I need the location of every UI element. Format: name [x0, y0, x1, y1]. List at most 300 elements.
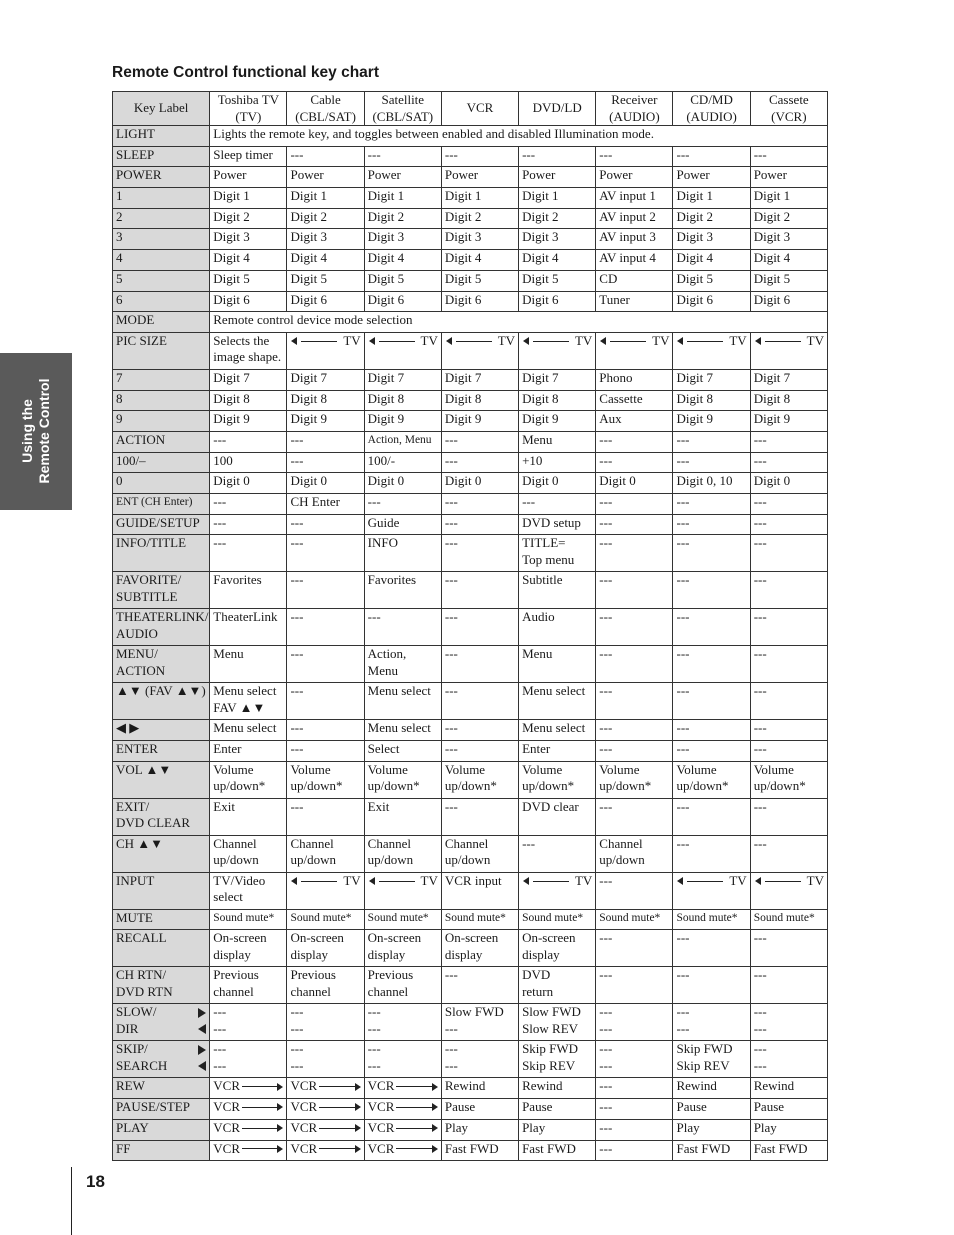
function-cell-line: ---	[599, 1057, 613, 1073]
function-cell: DVD setup	[519, 514, 596, 535]
table-row	[113, 535, 828, 572]
header-device-col	[673, 92, 750, 126]
function-cell: ---	[210, 514, 287, 535]
key-label-cell: 1	[113, 188, 210, 209]
key-label-cell: FF	[113, 1140, 210, 1161]
function-cell: ---	[596, 431, 673, 452]
function-cell	[441, 1004, 518, 1041]
function-cell: ---	[750, 514, 827, 535]
function-cell: Pause	[673, 1099, 750, 1120]
function-cell: Digit 9	[519, 411, 596, 432]
function-cell: Digit 8	[210, 390, 287, 411]
function-cell	[364, 1078, 441, 1099]
key-label-cell: MODE	[113, 312, 210, 333]
function-cell	[441, 332, 518, 369]
function-cell	[364, 872, 441, 909]
function-cell: Digit 3	[750, 229, 827, 250]
function-cell: Digit 1	[287, 188, 364, 209]
function-cell: Digit 3	[210, 229, 287, 250]
function-cell: Digit 3	[441, 229, 518, 250]
key-label-cell: CH ▲▼	[113, 835, 210, 872]
arrow-source-label: VCR	[213, 1119, 240, 1135]
function-cell: Play	[750, 1119, 827, 1140]
function-cell: Fast FWD	[519, 1140, 596, 1161]
function-cell-line: Skip REV	[522, 1057, 576, 1073]
function-cell: ---	[596, 720, 673, 741]
function-cell: ---	[441, 967, 518, 1004]
function-cell: Digit 3	[673, 229, 750, 250]
function-cell: ---	[673, 720, 750, 741]
function-cell: ---	[287, 798, 364, 835]
function-cell-line: up/down*	[444, 778, 497, 794]
function-cell-line: Menu select	[213, 683, 277, 699]
function-cell: ---	[673, 683, 750, 720]
function-cell: TheaterLink	[210, 609, 287, 646]
table-row	[113, 1140, 828, 1161]
key-label-cell: 6	[113, 291, 210, 312]
page-number: 18	[86, 1172, 105, 1191]
function-cell-line: ---	[444, 1041, 458, 1057]
tv-arrow	[522, 873, 592, 890]
function-cell: ---	[673, 835, 750, 872]
function-cell: ---	[750, 741, 827, 762]
arrow-source-label: VCR	[213, 1078, 240, 1094]
function-cell-line: TV/Video	[213, 872, 266, 888]
right-arrow-icon	[355, 1103, 361, 1111]
key-label-cell	[113, 798, 210, 835]
function-cell	[364, 1041, 441, 1078]
arrow-line	[319, 1148, 354, 1149]
margin-rule	[71, 1167, 72, 1235]
arrow-line	[456, 341, 492, 342]
function-cell: Digit 6	[210, 291, 287, 312]
function-cell	[441, 835, 518, 872]
function-cell-line: display	[522, 946, 560, 962]
function-cell	[519, 761, 596, 798]
function-cell: Digit 7	[750, 369, 827, 390]
function-cell: Rewind	[519, 1078, 596, 1099]
function-cell: ---	[441, 146, 518, 167]
function-cell: Digit 2	[673, 208, 750, 229]
function-cell: +10	[519, 452, 596, 473]
function-cell: Digit 7	[287, 369, 364, 390]
function-cell: AV input 4	[596, 250, 673, 271]
function-cell-line: ---	[290, 1004, 304, 1020]
function-cell: ---	[441, 514, 518, 535]
left-arrow-icon	[369, 337, 375, 345]
function-cell: ---	[364, 494, 441, 515]
function-cell-line: Channel	[444, 835, 489, 851]
arrow-line	[396, 1148, 431, 1149]
function-cell-line: ---	[367, 1020, 381, 1036]
function-cell: Menu select	[210, 720, 287, 741]
function-cell: Digit 1	[364, 188, 441, 209]
function-cell: Digit 6	[441, 291, 518, 312]
table-row	[113, 514, 828, 535]
key-label-cell	[113, 572, 210, 609]
function-cell: Digit 5	[287, 270, 364, 291]
function-cell: ---	[673, 741, 750, 762]
function-cell-line: Slow FWD	[444, 1004, 504, 1020]
arrow-source-label: VCR	[367, 1078, 395, 1094]
header-device-mode: (VCR)	[771, 108, 807, 124]
function-cell: Digit 4	[750, 250, 827, 271]
function-cell: Power	[519, 167, 596, 188]
function-cell: AV input 2	[596, 208, 673, 229]
header-device-name: CD/MD	[690, 92, 733, 107]
header-key-label: Key Label	[113, 92, 210, 126]
right-arrow-icon	[277, 1103, 283, 1111]
table-row	[113, 250, 828, 271]
function-cell: ---	[750, 146, 827, 167]
function-cell: Digit 0	[596, 473, 673, 494]
arrow-line	[301, 881, 337, 882]
function-cell	[750, 761, 827, 798]
header-device-col	[596, 92, 673, 126]
function-cell	[287, 835, 364, 872]
function-cell: ---	[750, 452, 827, 473]
right-arrow-icon	[277, 1145, 283, 1153]
play-reverse-icon	[198, 1061, 206, 1071]
function-cell: Digit 6	[519, 291, 596, 312]
side-tab-line-2: Remote Control	[36, 378, 52, 484]
function-cell: Rewind	[750, 1078, 827, 1099]
arrow-target-label: TV	[420, 332, 438, 348]
function-cell-line: up/down	[444, 852, 491, 868]
function-cell-line: select	[213, 889, 243, 905]
function-cell	[287, 967, 364, 1004]
function-cell-line: DVD	[522, 967, 551, 983]
function-cell	[441, 761, 518, 798]
function-cell: Guide	[364, 514, 441, 535]
left-arrow-icon	[291, 337, 297, 345]
key-label-cell: PAUSE/STEP	[113, 1099, 210, 1120]
header-device-mode: (TV)	[235, 108, 262, 124]
tv-arrow	[368, 873, 438, 890]
function-cell: Digit 9	[441, 411, 518, 432]
vcr-arrow	[368, 1120, 438, 1137]
function-cell-line: On-screen	[367, 930, 422, 946]
table-row	[113, 609, 828, 646]
function-cell-line: ---	[444, 1020, 458, 1036]
function-cell: Digit 7	[210, 369, 287, 390]
function-cell	[364, 1004, 441, 1041]
function-cell	[441, 930, 518, 967]
function-cell: ---	[750, 683, 827, 720]
table-row	[113, 1119, 828, 1140]
function-cell: ---	[596, 572, 673, 609]
header-device-mode: (CBL/SAT)	[372, 108, 434, 124]
function-cell: Digit 4	[673, 250, 750, 271]
function-cell	[364, 1099, 441, 1120]
function-cell	[596, 761, 673, 798]
function-cell: Aux	[596, 411, 673, 432]
function-cell: ---	[673, 452, 750, 473]
function-cell	[210, 930, 287, 967]
table-row	[113, 967, 828, 1004]
function-cell-line: ---	[753, 1041, 767, 1057]
function-cell: Digit 5	[364, 270, 441, 291]
function-cell: ---	[287, 535, 364, 572]
function-cell-line: display	[213, 946, 251, 962]
function-cell: ---	[673, 514, 750, 535]
arrow-line	[765, 341, 801, 342]
function-cell: Pause	[750, 1099, 827, 1120]
key-label-cell: LIGHT	[113, 126, 210, 147]
function-cell: Sleep timer	[210, 146, 287, 167]
function-cell	[519, 967, 596, 1004]
vcr-arrow	[290, 1141, 360, 1158]
left-arrow-icon	[369, 877, 375, 885]
function-cell-line: ---	[599, 1004, 613, 1020]
function-cell: Sound mute*	[596, 909, 673, 930]
function-cell-line: display	[444, 946, 483, 962]
function-cell: Digit 8	[364, 390, 441, 411]
function-cell	[287, 1078, 364, 1099]
function-cell	[519, 535, 596, 572]
function-cell	[210, 332, 287, 369]
function-cell: Digit 9	[210, 411, 287, 432]
arrow-target-label: TV	[497, 332, 516, 348]
arrow-source-label: VCR	[367, 1119, 395, 1135]
table-row	[113, 1004, 828, 1041]
function-cell: Digit 4	[519, 250, 596, 271]
function-cell: Digit 3	[364, 229, 441, 250]
key-label-line	[116, 1058, 206, 1075]
vcr-arrow	[290, 1099, 360, 1116]
key-label-line: FAVORITE/	[116, 572, 182, 588]
key-chart-table	[112, 91, 828, 1161]
function-cell	[673, 332, 750, 369]
function-cell-line: up/down*	[676, 778, 729, 794]
function-cell-line: Volume	[444, 761, 486, 777]
table-row	[113, 835, 828, 872]
right-arrow-icon	[355, 1124, 361, 1132]
function-cell: ---	[364, 609, 441, 646]
function-cell: 100/-	[364, 452, 441, 473]
key-label-line	[116, 1021, 206, 1038]
arrow-source-label: VCR	[290, 1099, 318, 1115]
function-cell-line: ---	[753, 1057, 767, 1073]
function-cell	[596, 1041, 673, 1078]
arrow-target-label: TV	[343, 872, 361, 888]
key-label-cell: SLEEP	[113, 146, 210, 167]
function-cell	[364, 1140, 441, 1161]
arrow-line	[301, 341, 337, 342]
tv-arrow	[676, 873, 746, 890]
function-cell: ---	[750, 572, 827, 609]
function-cell: ---	[750, 646, 827, 683]
function-cell: ---	[287, 452, 364, 473]
function-cell: ---	[287, 720, 364, 741]
function-cell: Digit 3	[519, 229, 596, 250]
table-row	[113, 126, 828, 147]
arrow-source-label: VCR	[290, 1140, 318, 1156]
arrow-line	[242, 1107, 277, 1108]
function-cell	[750, 1041, 827, 1078]
function-cell: Digit 1	[750, 188, 827, 209]
function-cell: Sound mute*	[287, 909, 364, 930]
key-label-line	[116, 1004, 206, 1021]
function-cell: ---	[287, 646, 364, 683]
vcr-arrow	[290, 1078, 360, 1095]
function-cell: Fast FWD	[441, 1140, 518, 1161]
left-arrow-icon	[755, 877, 761, 885]
function-cell: Digit 7	[519, 369, 596, 390]
function-cell-line: Volume	[522, 761, 563, 777]
header-device-name: Receiver	[611, 92, 658, 107]
key-label-cell: 9	[113, 411, 210, 432]
left-arrow-icon	[523, 877, 529, 885]
function-cell: Digit 6	[673, 291, 750, 312]
function-cell-line: display	[290, 946, 329, 962]
function-cell: ---	[673, 646, 750, 683]
function-cell-line: ---	[367, 1057, 381, 1073]
key-label-cell: 2	[113, 208, 210, 229]
function-cell-line: ---	[753, 1020, 767, 1036]
function-cell: ---	[596, 452, 673, 473]
table-body	[113, 126, 828, 1161]
function-cell-line: ---	[676, 1020, 690, 1036]
function-cell: ---	[441, 494, 518, 515]
vcr-arrow	[368, 1141, 438, 1158]
function-cell-line: ---	[290, 1057, 304, 1073]
left-arrow-icon	[523, 337, 529, 345]
function-cell: ---	[441, 609, 518, 646]
function-cell-line: Channel	[290, 835, 334, 851]
key-label-cell: 7	[113, 369, 210, 390]
key-label-text: SKIP/	[116, 1041, 148, 1057]
right-arrow-icon	[277, 1124, 283, 1132]
table-row	[113, 312, 828, 333]
function-cell-line: Action,	[367, 646, 407, 662]
arrow-line	[533, 881, 569, 882]
header-device-col	[210, 92, 287, 126]
function-cell: Digit 2	[210, 208, 287, 229]
function-cell-line: Volume	[367, 761, 408, 777]
key-label-line: SUBTITLE	[116, 588, 178, 604]
arrow-target-label: TV	[420, 872, 438, 888]
function-cell: Menu	[210, 646, 287, 683]
function-cell: Subtitle	[519, 572, 596, 609]
vcr-arrow	[213, 1141, 283, 1158]
function-cell: Exit	[364, 798, 441, 835]
function-cell: ---	[596, 146, 673, 167]
function-cell: Digit 0	[364, 473, 441, 494]
arrow-line	[396, 1128, 431, 1129]
function-cell: ---	[596, 494, 673, 515]
key-label-cell: 100/–	[113, 452, 210, 473]
function-cell	[287, 1041, 364, 1078]
function-cell: Enter	[210, 741, 287, 762]
function-cell: Digit 5	[441, 270, 518, 291]
header-device-col	[287, 92, 364, 126]
function-cell: Digit 9	[364, 411, 441, 432]
function-cell	[210, 1078, 287, 1099]
function-cell: ---	[750, 835, 827, 872]
function-cell: Digit 0	[750, 473, 827, 494]
side-tab-label	[19, 379, 53, 484]
function-cell-line: Top menu	[522, 551, 575, 567]
function-cell: Digit 1	[210, 188, 287, 209]
left-arrow-icon	[677, 337, 683, 345]
function-cell: Digit 7	[441, 369, 518, 390]
function-cell: ---	[596, 872, 673, 909]
description-cell: Remote control device mode selection	[210, 312, 828, 333]
function-cell	[596, 1004, 673, 1041]
table-row	[113, 1078, 828, 1099]
table-row	[113, 798, 828, 835]
function-cell: Favorites	[364, 572, 441, 609]
header-device-name: Cassete	[768, 92, 809, 107]
function-cell: ---	[673, 431, 750, 452]
arrow-target-label: TV	[806, 332, 824, 348]
function-cell: Digit 7	[364, 369, 441, 390]
function-cell: Digit 6	[364, 291, 441, 312]
key-label-cell: REW	[113, 1078, 210, 1099]
function-cell: Sound mute*	[364, 909, 441, 930]
function-cell	[210, 1099, 287, 1120]
function-cell	[364, 646, 441, 683]
function-cell: Digit 2	[441, 208, 518, 229]
table-row	[113, 452, 828, 473]
play-forward-icon	[198, 1008, 206, 1018]
function-cell	[287, 1140, 364, 1161]
function-cell: Digit 1	[519, 188, 596, 209]
function-cell: ---	[596, 741, 673, 762]
right-arrow-icon	[432, 1103, 438, 1111]
key-label-cell: RECALL	[113, 930, 210, 967]
function-cell	[364, 1119, 441, 1140]
function-cell: ---	[750, 609, 827, 646]
function-cell-line: up/down*	[753, 778, 806, 794]
function-cell: ---	[596, 1140, 673, 1161]
function-cell: Select	[364, 741, 441, 762]
key-label-line: ACTION	[116, 662, 166, 678]
function-cell-line: On-screen	[213, 930, 267, 946]
table-row	[113, 270, 828, 291]
function-cell-line: ---	[753, 1004, 767, 1020]
left-arrow-icon	[446, 337, 452, 345]
function-cell: Digit 1	[673, 188, 750, 209]
arrow-source-label: VCR	[213, 1099, 240, 1115]
arrow-line	[242, 1148, 277, 1149]
key-label-cell	[113, 1041, 210, 1078]
function-cell: ---	[441, 683, 518, 720]
function-cell: Digit 2	[519, 208, 596, 229]
table-row	[113, 188, 828, 209]
function-cell: ---	[519, 146, 596, 167]
function-cell-line: up/down	[599, 852, 645, 868]
function-cell: Digit 7	[673, 369, 750, 390]
vcr-arrow	[368, 1099, 438, 1116]
arrow-line	[610, 341, 646, 342]
function-cell-line: Channel	[213, 835, 257, 851]
arrow-line	[687, 881, 723, 882]
arrow-line	[379, 341, 415, 342]
function-cell: Digit 0, 10	[673, 473, 750, 494]
function-cell: DVD clear	[519, 798, 596, 835]
table-row	[113, 572, 828, 609]
function-cell-line: ---	[599, 1020, 613, 1036]
right-arrow-icon	[432, 1145, 438, 1153]
function-cell	[673, 761, 750, 798]
arrow-target-label: TV	[574, 872, 593, 888]
function-cell	[364, 835, 441, 872]
key-label-line	[116, 1041, 206, 1058]
arrow-line	[533, 341, 569, 342]
table-row	[113, 909, 828, 930]
